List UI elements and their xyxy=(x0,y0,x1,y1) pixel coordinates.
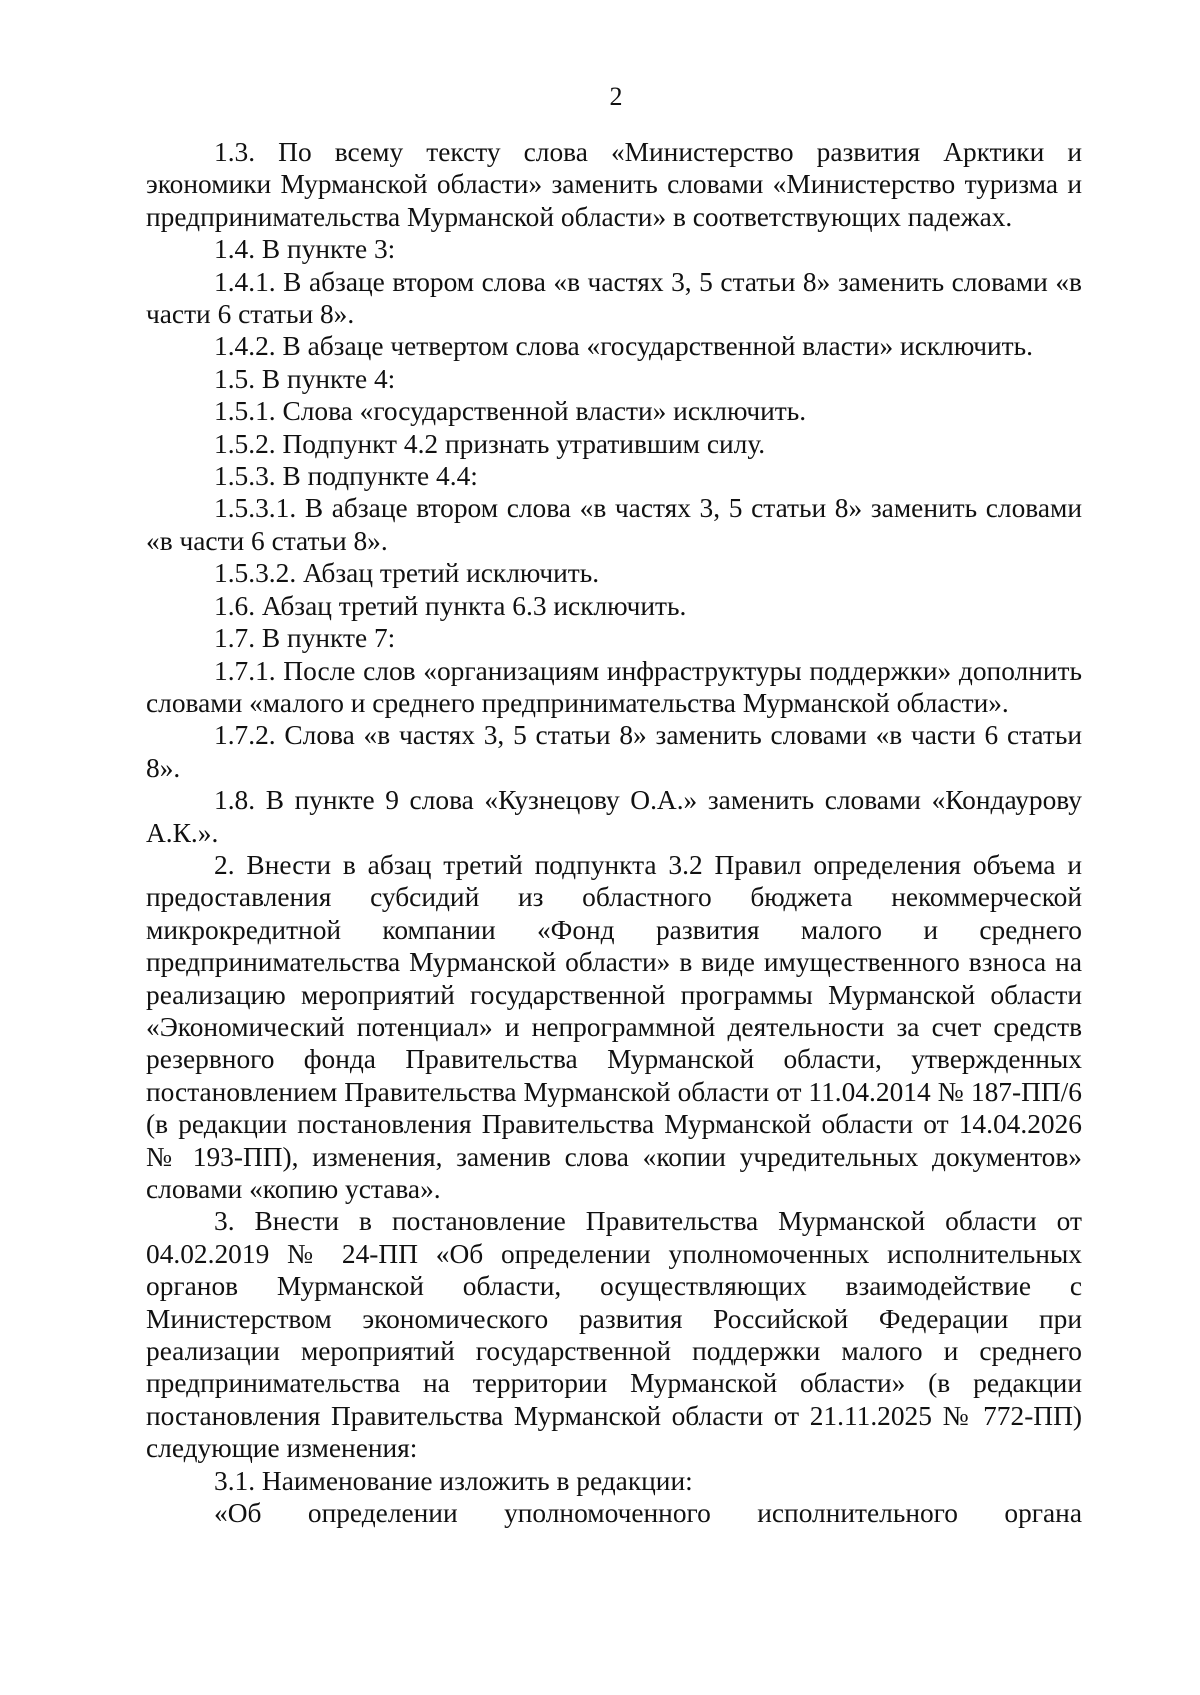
paragraph-1-8: 1.8. В пункте 9 слова «Кузнецову О.А.» заменить словами «Кондаурову А.К.». xyxy=(146,785,1082,848)
paragraph-2: 2. Внести в абзац третий подпункта 3.2 Правил определения объема и предоставления субсидий из областного бюджета некоммерческой микрокредитной компании «Фонд развития малого и среднего предпринимательства Мурманской области» в виде имущественного взноса на реализацию мероприятий государственной программы Мурманской области «Экономический потенциал» и непрограммной деятельности за счет средств резервного фонда Правительства Мурманской области, утвержденных постановлением Правительства Мурманской области от 11.04.2014 № 187-ПП/6 (в редакции постановления Правительства Мурманской области от 14.04.2026 № 193-ПП), изменения, заменив слова «копии учредительных документов» словами «копию устава». xyxy=(146,849,1082,1204)
paragraph-3: 3. Внести в постановление Правительства Мурманской области от 04.02.2019 № 24-ПП «Об определении уполномоченных исполнительных органов Мурманской области, осуществляющих взаимодействие с Министерством экономического развития Российской Федерации при реализации мероприятий государственной поддержки малого и среднего предпринимательства на территории Мурманской области» (в редакции постановления Правительства Мурманской области от 21.11.2025 № 772-ПП) следующие изменения: xyxy=(146,1206,1082,1464)
page-number: 2 xyxy=(609,82,623,111)
paragraph-1-5-3-2: 1.5.3.2. Абзац третий исключить. xyxy=(214,558,600,589)
paragraph-1-5: 1.5. В пункте 4: xyxy=(214,363,396,394)
paragraph-3-1: 3.1. Наименование изложить в редакции: xyxy=(214,1465,693,1496)
document-body xyxy=(146,136,1082,1529)
paragraph-1-7: 1.7. В пункте 7: xyxy=(214,623,396,654)
paragraph-1-5-3: 1.5.3. В подпункте 4.4: xyxy=(214,461,478,492)
paragraph-1-5-2: 1.5.2. Подпункт 4.2 признать утратившим силу. xyxy=(214,428,766,459)
paragraph-1-7-2: 1.7.2. Слова «в частях 3, 5 статьи 8» заменить словами «в части 6 статьи 8». xyxy=(146,720,1082,783)
paragraph-1-3: 1.3. По всему тексту слова «Министерство развития Арктики и экономики Мурманской области» заменить словами «Министерство туризма и предпринимательства Мурманской области» в соответствующих падежах. xyxy=(146,137,1082,232)
paragraph-1-6: 1.6. Абзац третий пункта 6.3 исключить. xyxy=(214,590,687,621)
paragraph-1-5-1: 1.5.1. Слова «государственной власти» исключить. xyxy=(214,396,807,427)
paragraph-1-5-3-1: 1.5.3.1. В абзаце втором слова «в частях 3, 5 статьи 8» заменить словами «в части 6 статьи 8». xyxy=(146,493,1082,556)
paragraph-1-4: 1.4. В пункте 3: xyxy=(214,234,396,265)
paragraph-1-4-2: 1.4.2. В абзаце четвертом слова «государственной власти» исключить. xyxy=(214,331,1033,362)
paragraph-quote-start: «Об определении уполномоченного исполнительного органа xyxy=(214,1498,1082,1529)
paragraph-1-4-1: 1.4.1. В абзаце втором слова «в частях 3, 5 статьи 8» заменить словами «в части 6 статьи 8». xyxy=(146,266,1082,330)
paragraph-1-7-1: 1.7.1. После слов «организациям инфраструктуры поддержки» дополнить словами «малого и среднего предпринимательства Мурманской области». xyxy=(146,655,1082,718)
